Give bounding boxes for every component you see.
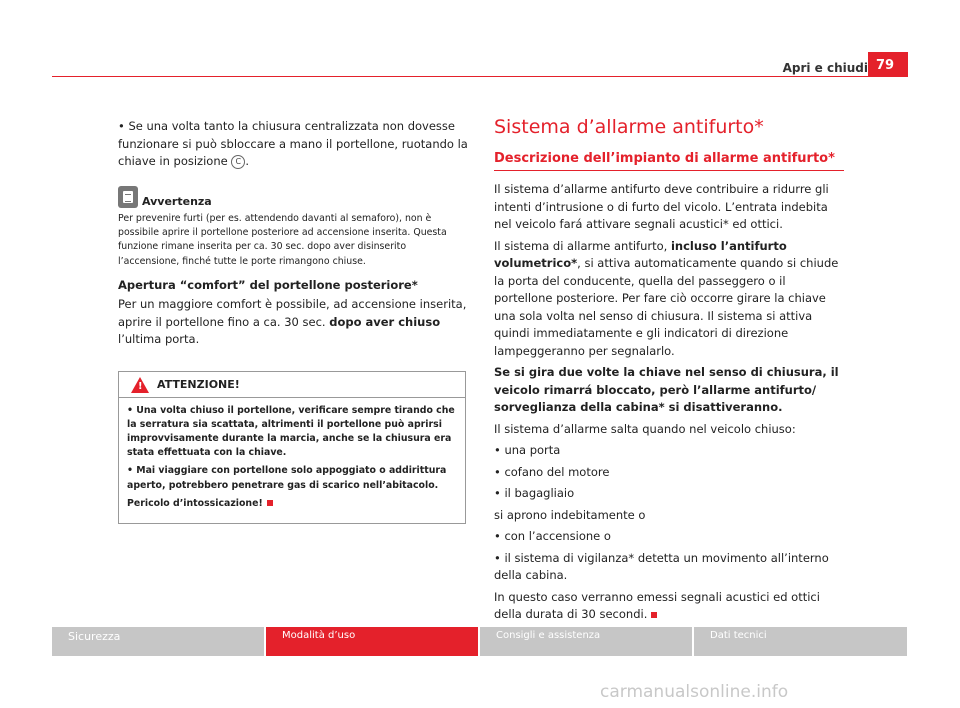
warning-box — [118, 371, 466, 524]
alarm-p2-end: , si attiva automaticamente quando si chiude la porta del conducente, quella del passeggero o il portellone posteriore. Per fare ciò occorre girare la chiave una sola volta nel senso di chiusura. Il sistema si attiva quindi immediatamente e gli indicatori di direzione lampeggeranno per segnalarlo. — [494, 256, 839, 358]
subheading-rule — [494, 170, 844, 171]
note-icon — [118, 186, 138, 208]
warning-body — [119, 398, 465, 523]
page-number: 79 — [868, 52, 908, 77]
warning-danger-text: Pericolo d’intossicazione! — [127, 497, 263, 509]
list-item: • cofano del motore — [494, 464, 610, 479]
note-text: Per prevenire furti (per es. attendendo davanti al semaforo), non è possibile aprire il portellone posteriore ad accensione inserita. Questa funzione rimane inserita per ca. 30 sec. dopo aver disinserito l’accensione, finché tutte le porte rimangono chiuse. — [118, 212, 447, 267]
sub-heading: Descrizione dell’impianto di allarme antifurto* — [494, 151, 835, 166]
section-title: Apri e chiudi — [782, 61, 868, 75]
alarm-paragraph-3 — [494, 364, 844, 417]
key-position-icon: C — [231, 155, 245, 169]
alarm-paragraph-2 — [494, 238, 844, 361]
alarm-paragraph-5: si aprono indebitamente o — [494, 507, 646, 522]
alarm-p3-bold: Se si gira due volte la chiave nel senso di chiusura, il veicolo rimarrá bloccato, però l’allarme antifurto/ sorveglianza della cabina* si disattiveranno. — [494, 365, 839, 414]
intro-text: • Se una volta tanto la chiusura centralizzata non dovesse funzionare si può sbloccare a mano il portellone, ruotando la chiave in posizione — [118, 119, 468, 168]
main-heading: Sistema d’allarme antifurto* — [494, 116, 764, 138]
alarm-paragraph-1: Il sistema d’allarme antifurto deve contribuire a ridurre gli intenti d’intrusione o di furto del vicolo. L’entrata indebita nel veicolo fará attivare segnali acustici* ed ottici. — [494, 182, 829, 231]
comfort-text: Per un maggiore comfort è possibile, ad accensione inserita, aprire il portellone fino a ca. 30 sec. — [118, 297, 467, 329]
tab-dati-tecnici[interactable]: Dati tecnici — [694, 627, 907, 656]
note-title: Avvertenza — [142, 194, 212, 208]
warning-header — [119, 372, 465, 397]
comfort-bold: dopo aver chiuso — [329, 314, 441, 329]
tab-consigli-assistenza[interactable]: Consigli e assistenza — [480, 627, 692, 656]
warning-title: ATTENZIONE! — [157, 378, 240, 392]
left-column — [118, 118, 468, 524]
warning-paragraph-2: • Mai viaggiare con portellone solo appoggiato o addirittura aperto, potrebbero penetrare gas di scarico nell’abitacolo. — [127, 465, 447, 491]
warning-paragraph-3 — [127, 497, 457, 511]
tab-modalita-uso[interactable]: Modalità d’uso — [266, 627, 478, 656]
list-item: • il sistema di vigilanza* detetta un movimento all’interno della cabina. — [494, 550, 829, 582]
footer-tabs — [52, 627, 909, 656]
intro-paragraph — [118, 118, 468, 171]
warning-paragraph-1: • Una volta chiuso il portellone, verificare sempre tirando che la serratura sia scattata, altrimenti il portellone può aprirsi improvvisamente durante la marcia, anche se la chiusura era stata effettuata con la chiave. — [127, 404, 455, 459]
alarm-p2-text: Il sistema di allarme antifurto, — [494, 238, 668, 253]
alarm-paragraph-4: Il sistema d’allarme salta quando nel veicolo chiuso: — [494, 421, 796, 436]
header-rule — [52, 76, 908, 77]
right-column — [494, 116, 844, 628]
alarm-p6-text: In questo caso verranno emessi segnali acustici ed ottici della durata di 30 secondi. — [494, 589, 820, 621]
list-item: • una porta — [494, 443, 561, 457]
warning-triangle-icon: ! — [131, 377, 149, 393]
intro-end: . — [245, 154, 249, 168]
alarm-paragraph-6 — [494, 589, 844, 624]
end-square-icon — [651, 612, 657, 618]
watermark: carmanualsonline.info — [600, 682, 789, 702]
comfort-subheading: Apertura “comfort” del portellone posteriore* — [118, 278, 418, 293]
list-item: • con l’accensione o — [494, 529, 611, 543]
comfort-paragraph — [118, 296, 468, 349]
alarm-p2-bold: incluso l’antifurto volumetrico* — [494, 238, 787, 270]
list-item: • il bagagliaio — [494, 486, 575, 500]
note-header — [118, 186, 468, 208]
tab-sicurezza[interactable]: Sicurezza — [52, 627, 264, 656]
end-square-icon — [267, 500, 273, 506]
comfort-end: l’ultima porta. — [118, 332, 200, 347]
